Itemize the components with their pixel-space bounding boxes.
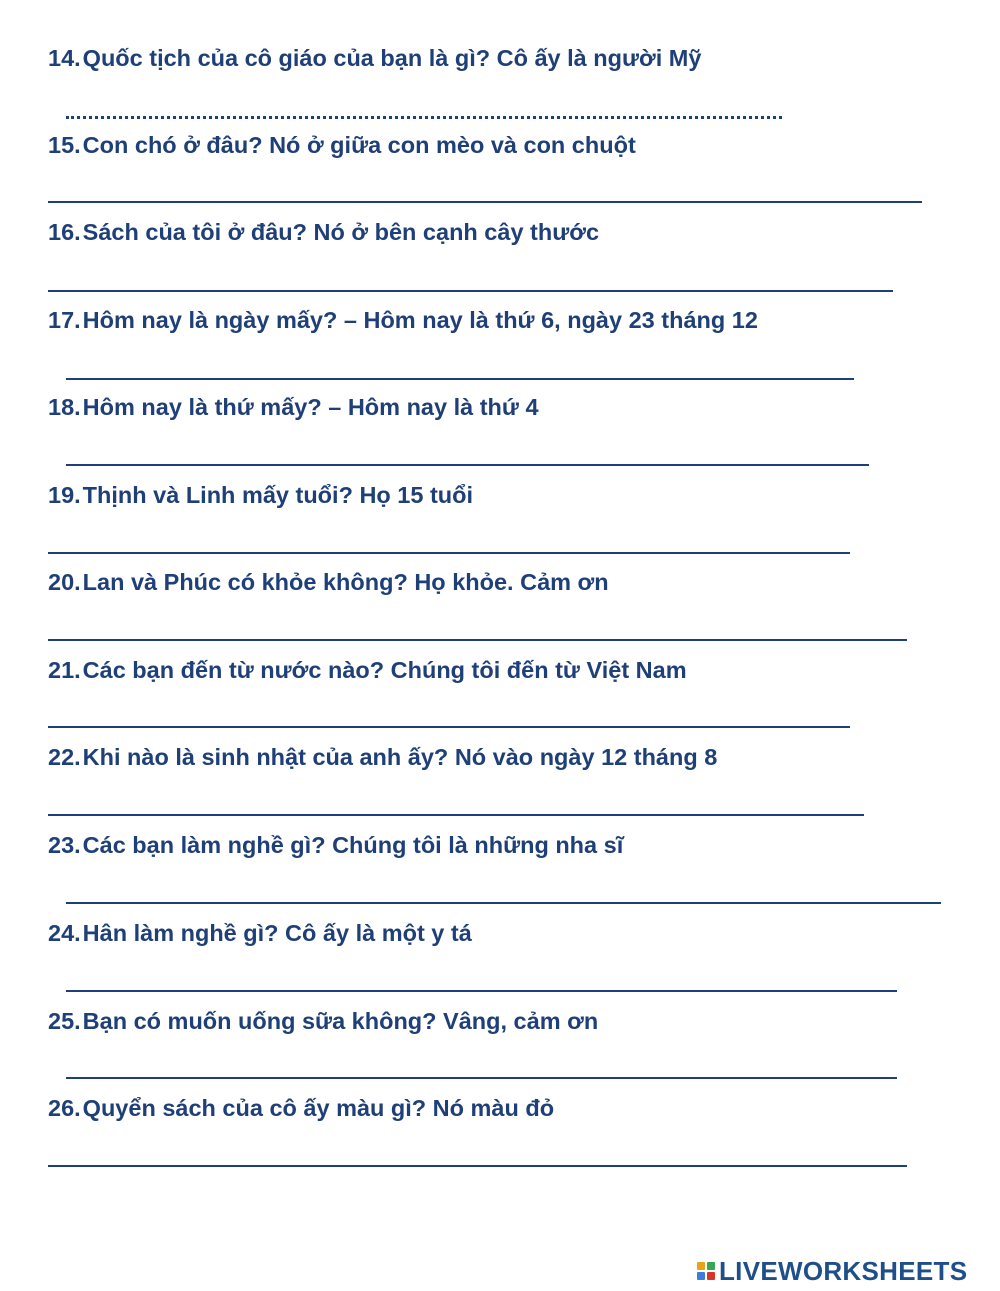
question-item-24	[0, 917, 1000, 1005]
question-text	[48, 741, 717, 773]
liveworksheets-logo-icon	[697, 1262, 715, 1280]
question-number: 20.	[48, 569, 81, 595]
answer-input-24[interactable]	[66, 960, 897, 992]
question-label: Con chó ở đâu? Nó ở giữa con mèo và con chuột	[82, 132, 636, 158]
question-text	[48, 42, 701, 74]
question-text	[48, 1092, 554, 1124]
question-text	[48, 479, 473, 511]
question-label: Hôm nay là thứ mấy? – Hôm nay là thứ 4	[82, 394, 539, 420]
logo-block-icon	[707, 1272, 715, 1280]
question-text	[48, 304, 758, 336]
answer-input-19[interactable]	[48, 522, 850, 554]
question-label: Lan và Phúc có khỏe không? Họ khỏe. Cảm ơn	[82, 569, 609, 595]
answer-input-21[interactable]	[48, 696, 850, 728]
liveworksheets-logo[interactable]	[697, 1256, 967, 1286]
answer-input-20[interactable]	[48, 609, 907, 641]
question-item-25	[0, 1005, 1000, 1093]
question-number: 15.	[48, 132, 81, 158]
question-label: Quốc tịch của cô giáo của bạn là gì? Cô ấy là người Mỹ	[82, 45, 702, 71]
answer-input-15[interactable]	[48, 171, 922, 203]
logo-text: LIVEWORKSHEETS	[719, 1256, 968, 1286]
question-label: Bạn có muốn uống sữa không? Vâng, cảm ơn	[82, 1008, 599, 1034]
question-item-16	[0, 216, 1000, 304]
question-number: 25.	[48, 1008, 81, 1034]
question-label: Thịnh và Linh mấy tuổi? Họ 15 tuổi	[82, 482, 474, 508]
question-number: 26.	[48, 1095, 81, 1121]
question-item-20	[0, 566, 1000, 654]
logo-block-icon	[697, 1272, 705, 1280]
answer-input-22[interactable]	[48, 784, 864, 816]
question-item-21	[0, 654, 1000, 742]
answer-input-16[interactable]	[48, 260, 893, 292]
question-item-17	[0, 304, 1000, 392]
question-number: 18.	[48, 394, 81, 420]
question-label: Khi nào là sinh nhật của anh ấy? Nó vào ngày 12 tháng 8	[82, 744, 718, 770]
question-label: Sách của tôi ở đâu? Nó ở bên cạnh cây thước	[82, 219, 600, 245]
question-number: 21.	[48, 657, 81, 683]
question-text	[48, 1005, 598, 1037]
question-number: 23.	[48, 832, 81, 858]
question-label: Quyển sách của cô ấy màu gì? Nó màu đỏ	[82, 1095, 555, 1121]
question-item-23	[0, 829, 1000, 917]
question-item-18	[0, 391, 1000, 479]
question-label: Các bạn làm nghề gì? Chúng tôi là những nha sĩ	[82, 832, 624, 858]
question-text	[48, 129, 636, 161]
question-number: 24.	[48, 920, 81, 946]
question-number: 19.	[48, 482, 81, 508]
question-number: 22.	[48, 744, 81, 770]
question-text	[48, 566, 609, 598]
question-number: 17.	[48, 307, 81, 333]
question-label: Hân làm nghề gì? Cô ấy là một y tá	[82, 920, 472, 946]
question-label: Các bạn đến từ nước nào? Chúng tôi đến từ Việt Nam	[82, 657, 687, 683]
question-item-19	[0, 479, 1000, 567]
logo-block-icon	[707, 1262, 715, 1270]
question-number: 16.	[48, 219, 81, 245]
answer-input-23[interactable]	[66, 872, 941, 904]
answer-input-25[interactable]	[66, 1047, 897, 1079]
question-text	[48, 917, 472, 949]
answer-input-18[interactable]	[66, 434, 869, 466]
answer-input-14[interactable]	[66, 86, 782, 119]
answer-input-17[interactable]	[66, 348, 854, 380]
question-item-15	[0, 129, 1000, 217]
question-item-26	[0, 1092, 1000, 1180]
question-text	[48, 654, 687, 686]
question-text	[48, 391, 539, 423]
question-text	[48, 216, 599, 248]
question-text	[48, 829, 623, 861]
question-item-22	[0, 741, 1000, 829]
question-item-14	[0, 42, 1000, 130]
answer-input-26[interactable]	[48, 1135, 907, 1167]
question-label: Hôm nay là ngày mấy? – Hôm nay là thứ 6, ngày 23 tháng 12	[82, 307, 758, 333]
logo-block-icon	[697, 1262, 705, 1270]
question-number: 14.	[48, 45, 81, 71]
